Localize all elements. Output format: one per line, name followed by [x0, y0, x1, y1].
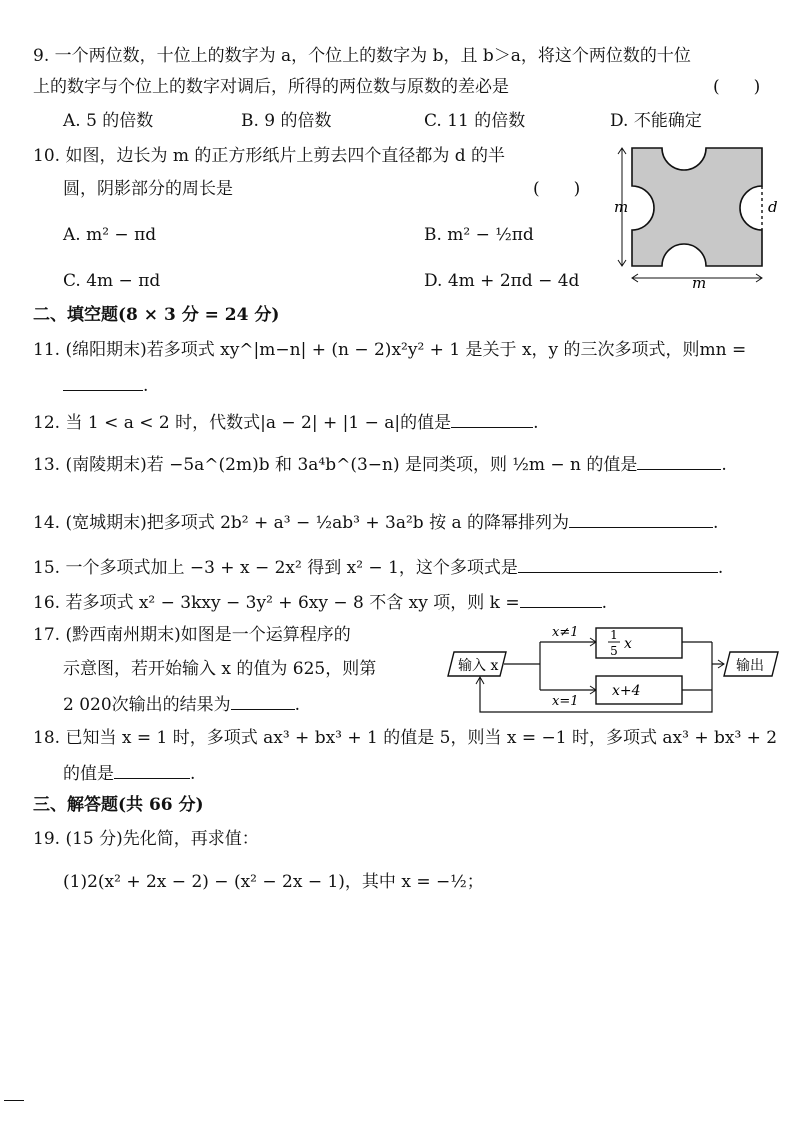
q11-line2 — [63, 376, 148, 395]
condition-equals-one: x=1 — [552, 694, 579, 709]
fraction-numerator: 1 — [610, 628, 618, 642]
q17-text: 2 020次输出的结果为 — [63, 695, 231, 715]
q12-answer-blank[interactable] — [451, 413, 533, 428]
q15-period: . — [717, 558, 724, 578]
q18-text: 的值是 — [63, 764, 114, 784]
operation-plus-four: x+4 — [612, 683, 641, 699]
q14-line — [33, 513, 718, 532]
q16-period: . — [601, 593, 607, 613]
condition-not-one: x≠1 — [552, 625, 579, 640]
q17-line3 — [63, 695, 300, 714]
input-label: 输入 x — [458, 658, 499, 674]
q10-option-d: D. 4m + 2πd − 4d — [424, 271, 580, 291]
q9-answer-paren: ( ) — [713, 77, 761, 97]
q13-text: 13. (南陵期末)若 −5a^(2m)b 和 3a⁴b^(3−n) 是同类项，则 ½m − n 的值是 — [33, 455, 638, 475]
q9-option-a: A. 5 的倍数 — [63, 111, 154, 131]
section-2-heading: 二、填空题(8 × 3 分 = 24 分) — [33, 305, 280, 325]
output-label: 输出 — [736, 658, 764, 674]
q10-option-b: B. m² − ½πd — [424, 225, 534, 245]
q10-line1: 10. 如图，边长为 m 的正方形纸片上剪去四个直径都为 d 的半 — [33, 146, 506, 166]
q19-part1: (1)2(x² + 2x − 2) − (x² − 2x − 1)，其中 x = −½； — [63, 872, 484, 892]
q11-answer-blank[interactable] — [63, 376, 143, 391]
q18-line1: 18. 已知当 x = 1 时，多项式 ax³ + bx³ + 1 的值是 5，则当 x = −1 时，多项式 ax³ + bx³ + 2 — [33, 728, 778, 748]
fraction-denominator: 5 — [610, 644, 618, 658]
q17-line2: 示意图，若开始输入 x 的值为 625，则第 — [63, 659, 377, 679]
q14-period: . — [713, 513, 719, 533]
q9-line2: 上的数字与个位上的数字对调后，所得的两位数与原数的差必是 — [33, 77, 509, 97]
q17-answer-blank[interactable] — [231, 695, 295, 710]
q9-option-c: C. 11 的倍数 — [424, 111, 526, 131]
label-m-bottom: m — [692, 274, 707, 290]
q17-line1: 17. (黔西南州期末)如图是一个运算程序的 — [33, 625, 351, 645]
page-corner-mark — [4, 1100, 24, 1101]
q11-line1: 11. (绵阳期末)若多项式 xy^|m−n| + (n − 2)x²y² + 1 是关于 x，y 的三次多项式，则mn = — [33, 340, 747, 360]
q13-answer-blank[interactable] — [637, 455, 721, 470]
square-cutout-figure — [612, 138, 782, 290]
q16-text: 16. 若多项式 x² − 3kxy − 3y² + 6xy − 8 不含 xy 项，则 k = — [33, 593, 520, 613]
q12-text: 12. 当 1 < a < 2 时，代数式|a − 2| + |1 − a|的值是 — [33, 413, 452, 433]
q10-line2: 圆，阴影部分的周长是 — [63, 179, 233, 199]
q17-period: . — [294, 695, 301, 715]
q10-answer-paren: ( ) — [533, 179, 581, 199]
shaded-region — [632, 148, 762, 266]
q18-answer-blank[interactable] — [114, 764, 190, 779]
q15-line — [33, 558, 723, 577]
q19-line1: 19. (15 分)先化简，再求值： — [33, 829, 259, 849]
q13-line — [33, 455, 727, 474]
q15-answer-blank[interactable] — [518, 558, 718, 573]
q14-text: 14. (宽城期末)把多项式 2b² + a³ − ½ab³ + 3a²b 按 a 的降幂排列为 — [33, 513, 570, 533]
q18-line2 — [63, 764, 195, 783]
fraction-variable: x — [624, 636, 632, 652]
q10-option-a: A. m² − πd — [63, 225, 157, 245]
q10-option-c: C. 4m − πd — [63, 271, 161, 291]
q12-period: . — [533, 413, 539, 433]
q12-line — [33, 413, 539, 432]
q11-period: . — [143, 376, 149, 396]
q9-option-b: B. 9 的倍数 — [241, 111, 332, 131]
q9-line1: 9. 一个两位数，十位上的数字为 a，个位上的数字为 b，且 b＞a，将这个两位数的十位 — [33, 46, 691, 66]
label-m-left: m — [614, 198, 629, 216]
section-3-heading: 三、解答题(共 66 分) — [33, 795, 204, 815]
q9-option-d: D. 不能确定 — [610, 111, 702, 131]
q15-text: 15. 一个多项式加上 −3 + x − 2x² 得到 x² − 1，这个多项式是 — [33, 558, 518, 578]
operation-flowchart — [444, 614, 784, 716]
q18-period: . — [190, 764, 196, 784]
q16-answer-blank[interactable] — [520, 593, 602, 608]
q13-period: . — [721, 455, 727, 475]
operation-box-fifth — [596, 628, 682, 658]
q16-line — [33, 593, 607, 612]
q14-answer-blank[interactable] — [569, 513, 713, 528]
label-d: d — [768, 198, 778, 216]
